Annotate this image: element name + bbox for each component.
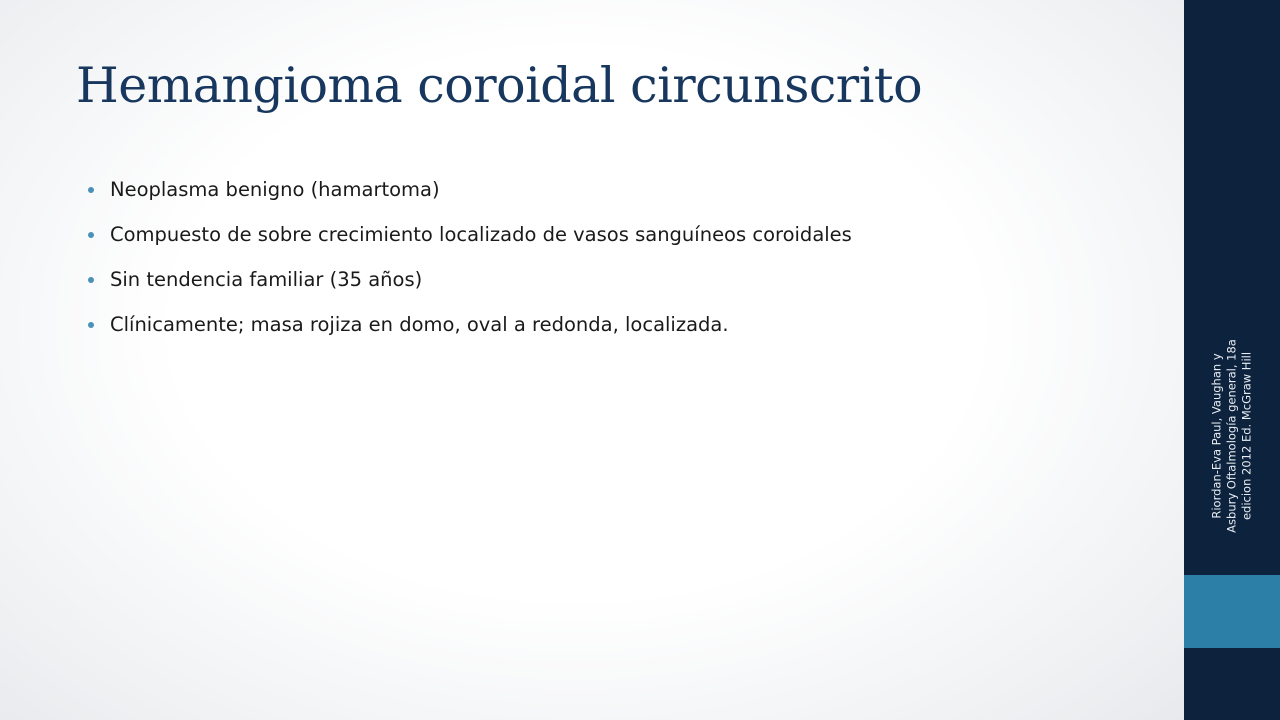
sidebar — [1184, 0, 1280, 720]
bullet-item — [88, 266, 1168, 294]
bullet-dot-icon — [88, 232, 94, 238]
bullet-dot-icon — [88, 322, 94, 328]
bullet-item — [88, 221, 1168, 249]
bullet-text: Clínicamente; masa rojiza en domo, oval a redonda, localizada. — [110, 313, 729, 336]
bullet-list — [88, 176, 1168, 356]
bullet-text: Compuesto de sobre crecimiento localizado de vasos sanguíneos coroidales — [110, 223, 852, 246]
bullet-text: Sin tendencia familiar (35 años) — [110, 268, 423, 291]
bullet-item — [88, 176, 1168, 204]
citation-line: Riordan-Eva Paul, Vaughan y — [1209, 353, 1224, 519]
sidebar-accent-block — [1184, 575, 1280, 648]
bullet-text: Neoplasma benigno (hamartoma) — [110, 178, 440, 201]
citation-line: edicion 2012 Ed. McGraw Hill — [1239, 351, 1254, 521]
slide-title: Hemangioma coroidal circunscrito — [76, 57, 923, 114]
bullet-item — [88, 311, 1168, 339]
citation-line: Asbury Oftalmología general, 18a — [1224, 339, 1239, 533]
bullet-dot-icon — [88, 187, 94, 193]
bullet-dot-icon — [88, 277, 94, 283]
citation-text — [1210, 316, 1255, 556]
